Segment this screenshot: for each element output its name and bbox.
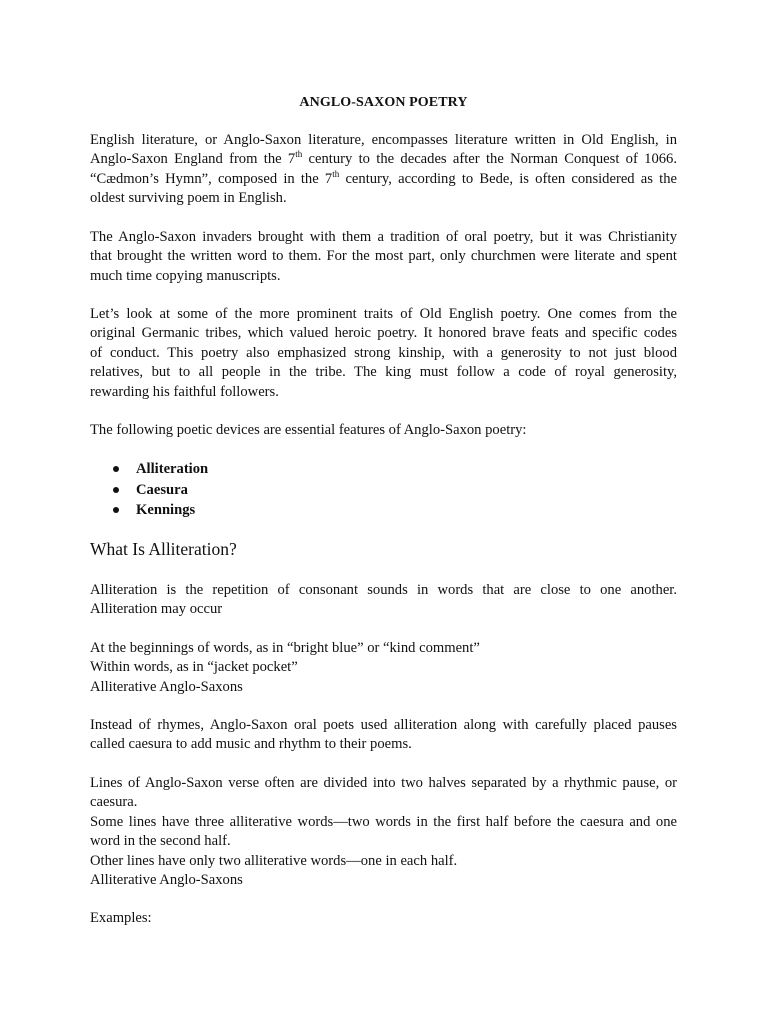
text-line: Some lines have three alliterative words—two words in the first half before the caesura and one: [90, 813, 677, 830]
text-line: Within words, as in “jacket pocket”: [90, 659, 298, 676]
text-line: oldest surviving poem in English.: [90, 190, 287, 207]
document-title: ANGLO-SAXON POETRY: [299, 95, 468, 110]
traits-paragraph: [90, 305, 677, 402]
occurrences-paragraph: [90, 639, 677, 697]
text-line: Instead of rhymes, Anglo-Saxon oral poets used alliteration along with carefully placed pauses: [90, 717, 677, 733]
section-heading: What Is Alliteration?: [90, 539, 237, 559]
text-line: Alliterative Anglo-Saxons: [90, 872, 243, 889]
text-line: caesura.: [90, 794, 138, 811]
text-line: Alliterative Anglo-Saxons: [90, 678, 243, 695]
text-line: much time copying manuscripts.: [90, 267, 281, 284]
text-line: At the beginnings of words, as in “bright blue” or “kind comment”: [90, 640, 480, 656]
text-line: English literature, or Anglo-Saxon literature, encompasses literature written in Old English, in: [90, 132, 677, 148]
text-line: relatives, but to all people in the tribe. The king must follow a code of royal generosity,: [90, 364, 677, 381]
bullet-icon: [113, 487, 119, 493]
text-line: “Cædmon’s Hymn”, composed in the 7th century, according to Bede, is often considered as the: [90, 168, 677, 187]
intro-paragraph: [90, 131, 677, 209]
text-line: Alliteration is the repetition of consonant sounds in words that are close to one another.: [90, 582, 677, 598]
text-line: Let’s look at some of the more prominent traits of Old English poetry. One comes from the: [90, 306, 677, 322]
examples-label: [90, 909, 677, 928]
text-line: Alliteration may occur: [90, 601, 223, 618]
superscript: th: [332, 168, 340, 179]
list-item: Kennings: [112, 500, 208, 521]
text-line: word in the second half.: [90, 833, 231, 850]
list-item: Alliteration: [112, 459, 208, 480]
superscript: th: [295, 149, 303, 160]
text-line: The following poetic devices are essential features of Anglo-Saxon poetry:: [90, 422, 527, 438]
text-line: Other lines have only two alliterative words—one in each half.: [90, 852, 458, 869]
devices-list: [112, 459, 208, 521]
text-line: of conduct. This poetry also emphasized strong kinship, with a generosity to not just blood: [90, 344, 677, 361]
text-line: The Anglo-Saxon invaders brought with them a tradition of oral poetry, but it was Christianity: [90, 229, 677, 245]
devices-intro: [90, 421, 677, 440]
text-line: Lines of Anglo-Saxon verse often are divided into two halves separated by a rhythmic pause, or: [90, 775, 677, 791]
text-line: that brought the written word to them. For the most part, only churchmen were literate and spent: [90, 248, 677, 265]
text-line: called caesura to add music and rhythm to their poems.: [90, 736, 412, 753]
text-line: original Germanic tribes, which valued heroic poetry. It honored brave feats and specific codes: [90, 325, 677, 342]
rhymes-paragraph: [90, 716, 677, 755]
bullet-icon: [113, 466, 119, 472]
text-line: Anglo-Saxon England from the 7th century to the decades after the Norman Conquest of 1066.: [90, 149, 677, 168]
list-item: Caesura: [112, 480, 208, 501]
bullet-icon: [113, 507, 119, 513]
definition-paragraph: [90, 581, 677, 620]
text-line: rewarding his faithful followers.: [90, 383, 279, 400]
invaders-paragraph: [90, 228, 677, 286]
lines-paragraph: [90, 774, 677, 890]
text-line: Examples:: [90, 910, 152, 926]
